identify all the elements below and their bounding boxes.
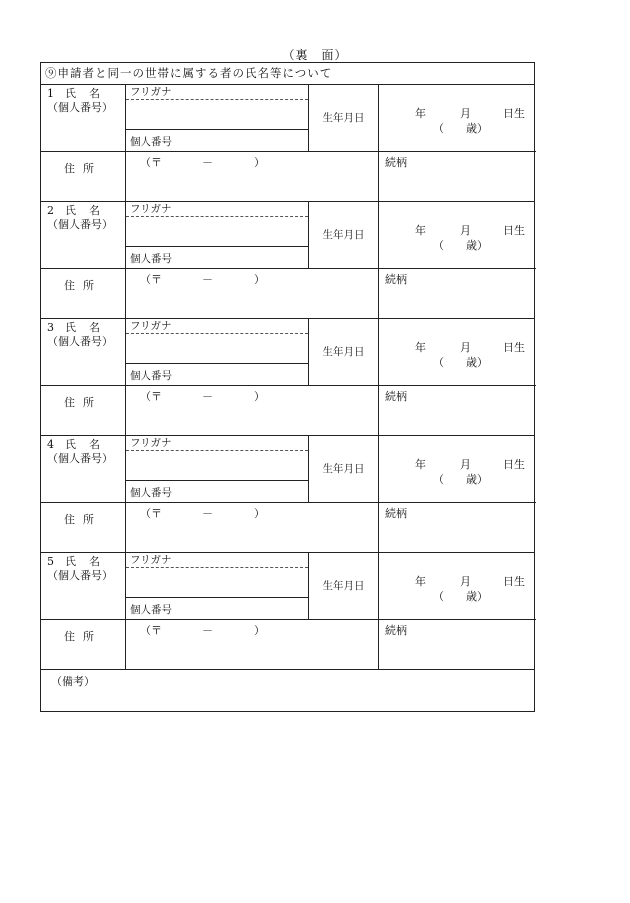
remarks-field[interactable] bbox=[41, 670, 534, 711]
furigana-label: フリガナ bbox=[130, 554, 172, 566]
name-label-shi: 氏 bbox=[65, 555, 76, 568]
furigana-label: フリガナ bbox=[130, 86, 172, 98]
dob-day-label: 日生 bbox=[503, 341, 525, 354]
dob-month-label: 月 bbox=[460, 224, 471, 237]
postal-dash: － bbox=[202, 156, 213, 169]
postal-close: ） bbox=[254, 624, 265, 637]
age-label: （ 歳） bbox=[433, 122, 488, 135]
address-label: 住所 bbox=[41, 502, 126, 553]
name-label-mei: 名 bbox=[89, 204, 100, 217]
household-member-entry bbox=[41, 553, 534, 670]
age-label: （ 歳） bbox=[433, 356, 488, 369]
name-field[interactable] bbox=[126, 568, 308, 598]
dob-month-label: 月 bbox=[460, 575, 471, 588]
dob-year-label: 年 bbox=[415, 575, 426, 588]
postal-dash: － bbox=[202, 624, 213, 637]
postal-open: （〒 bbox=[140, 624, 162, 637]
dob-label: 生年月日 bbox=[308, 553, 379, 619]
postal-dash: － bbox=[202, 507, 213, 520]
remarks-label: （備考） bbox=[51, 675, 95, 688]
dob-year-label: 年 bbox=[415, 107, 426, 120]
individual-number-field[interactable] bbox=[126, 598, 308, 619]
name-field[interactable] bbox=[126, 451, 308, 481]
address-label: 住所 bbox=[41, 268, 126, 319]
name-label-mei: 名 bbox=[89, 87, 100, 100]
household-member-entry bbox=[41, 436, 534, 553]
relationship-label: 続柄 bbox=[385, 156, 407, 169]
individual-number-field-label: 個人番号 bbox=[130, 370, 172, 382]
postal-open: （〒 bbox=[140, 273, 162, 286]
furigana-label: フリガナ bbox=[130, 320, 172, 332]
name-label-mei: 名 bbox=[89, 438, 100, 451]
relationship-field[interactable] bbox=[378, 385, 536, 436]
postal-close: ） bbox=[254, 390, 265, 403]
relationship-field[interactable] bbox=[378, 268, 536, 319]
dob-label: 生年月日 bbox=[308, 319, 379, 385]
address-field[interactable] bbox=[126, 619, 378, 670]
address-label: 住所 bbox=[41, 385, 126, 436]
age-label: （ 歳） bbox=[433, 473, 488, 486]
name-label bbox=[41, 202, 126, 268]
dob-field[interactable] bbox=[379, 553, 536, 619]
dob-day-label: 日生 bbox=[503, 224, 525, 237]
furigana-field[interactable] bbox=[126, 436, 308, 451]
section-title: ⑨申請者と同一の世帯に属する者の氏名等について bbox=[41, 63, 534, 85]
furigana-field[interactable] bbox=[126, 319, 308, 334]
dob-year-label: 年 bbox=[415, 458, 426, 471]
dob-day-label: 日生 bbox=[503, 575, 525, 588]
dob-day-label: 日生 bbox=[503, 458, 525, 471]
individual-number-label: （個人番号） bbox=[47, 452, 113, 465]
relationship-label: 続柄 bbox=[385, 390, 407, 403]
individual-number-label: （個人番号） bbox=[47, 101, 113, 114]
name-label-shi: 氏 bbox=[65, 204, 76, 217]
furigana-label: フリガナ bbox=[130, 203, 172, 215]
dob-field[interactable] bbox=[379, 319, 536, 385]
relationship-label: 続柄 bbox=[385, 507, 407, 520]
postal-dash: － bbox=[202, 390, 213, 403]
name-label bbox=[41, 319, 126, 385]
dob-label: 生年月日 bbox=[308, 202, 379, 268]
dob-field[interactable] bbox=[379, 436, 536, 502]
individual-number-label: （個人番号） bbox=[47, 335, 113, 348]
individual-number-field[interactable] bbox=[126, 364, 308, 385]
age-label: （ 歳） bbox=[433, 239, 488, 252]
household-member-entry bbox=[41, 85, 534, 202]
postal-dash: － bbox=[202, 273, 213, 286]
dob-month-label: 月 bbox=[460, 458, 471, 471]
relationship-field[interactable] bbox=[378, 151, 536, 202]
name-label-shi: 氏 bbox=[65, 438, 76, 451]
dob-label: 生年月日 bbox=[308, 85, 379, 151]
individual-number-field[interactable] bbox=[126, 130, 308, 151]
individual-number-label: （個人番号） bbox=[47, 569, 113, 582]
postal-close: ） bbox=[254, 273, 265, 286]
individual-number-field-label: 個人番号 bbox=[130, 604, 172, 616]
dob-year-label: 年 bbox=[415, 341, 426, 354]
furigana-field[interactable] bbox=[126, 553, 308, 568]
name-field[interactable] bbox=[126, 100, 308, 130]
name-label bbox=[41, 85, 126, 151]
age-label: （ 歳） bbox=[433, 590, 488, 603]
name-label-mei: 名 bbox=[89, 321, 100, 334]
individual-number-field[interactable] bbox=[126, 247, 308, 268]
household-member-entry bbox=[41, 319, 534, 436]
individual-number-field-label: 個人番号 bbox=[130, 136, 172, 148]
name-label-shi: 氏 bbox=[65, 87, 76, 100]
name-field[interactable] bbox=[126, 217, 308, 247]
relationship-field[interactable] bbox=[378, 619, 536, 670]
name-label-shi: 氏 bbox=[65, 321, 76, 334]
individual-number-label: （個人番号） bbox=[47, 218, 113, 231]
entry-number: 3 bbox=[47, 321, 54, 334]
entry-number: 1 bbox=[47, 87, 54, 100]
name-label bbox=[41, 553, 126, 619]
address-field[interactable] bbox=[126, 268, 378, 319]
page-title: （裏 面） bbox=[282, 48, 348, 62]
dob-day-label: 日生 bbox=[503, 107, 525, 120]
address-label: 住所 bbox=[41, 151, 126, 202]
name-field[interactable] bbox=[126, 334, 308, 364]
individual-number-field-label: 個人番号 bbox=[130, 253, 172, 265]
postal-open: （〒 bbox=[140, 507, 162, 520]
relationship-field[interactable] bbox=[378, 502, 536, 553]
entry-number: 2 bbox=[47, 204, 54, 217]
relationship-label: 続柄 bbox=[385, 624, 407, 637]
dob-month-label: 月 bbox=[460, 107, 471, 120]
name-label bbox=[41, 436, 126, 502]
address-field[interactable] bbox=[126, 385, 378, 436]
household-member-entry bbox=[41, 202, 534, 319]
dob-month-label: 月 bbox=[460, 341, 471, 354]
household-form bbox=[40, 62, 535, 712]
address-field[interactable] bbox=[126, 151, 378, 202]
postal-open: （〒 bbox=[140, 156, 162, 169]
entry-number: 4 bbox=[47, 438, 54, 451]
postal-close: ） bbox=[254, 507, 265, 520]
dob-field[interactable] bbox=[379, 202, 536, 268]
entry-number: 5 bbox=[47, 555, 54, 568]
dob-year-label: 年 bbox=[415, 224, 426, 237]
address-label: 住所 bbox=[41, 619, 126, 670]
individual-number-field-label: 個人番号 bbox=[130, 487, 172, 499]
furigana-field[interactable] bbox=[126, 85, 308, 100]
relationship-label: 続柄 bbox=[385, 273, 407, 286]
address-field[interactable] bbox=[126, 502, 378, 553]
individual-number-field[interactable] bbox=[126, 481, 308, 502]
dob-field[interactable] bbox=[379, 85, 536, 151]
postal-open: （〒 bbox=[140, 390, 162, 403]
name-label-mei: 名 bbox=[89, 555, 100, 568]
furigana-field[interactable] bbox=[126, 202, 308, 217]
furigana-label: フリガナ bbox=[130, 437, 172, 449]
postal-close: ） bbox=[254, 156, 265, 169]
dob-label: 生年月日 bbox=[308, 436, 379, 502]
